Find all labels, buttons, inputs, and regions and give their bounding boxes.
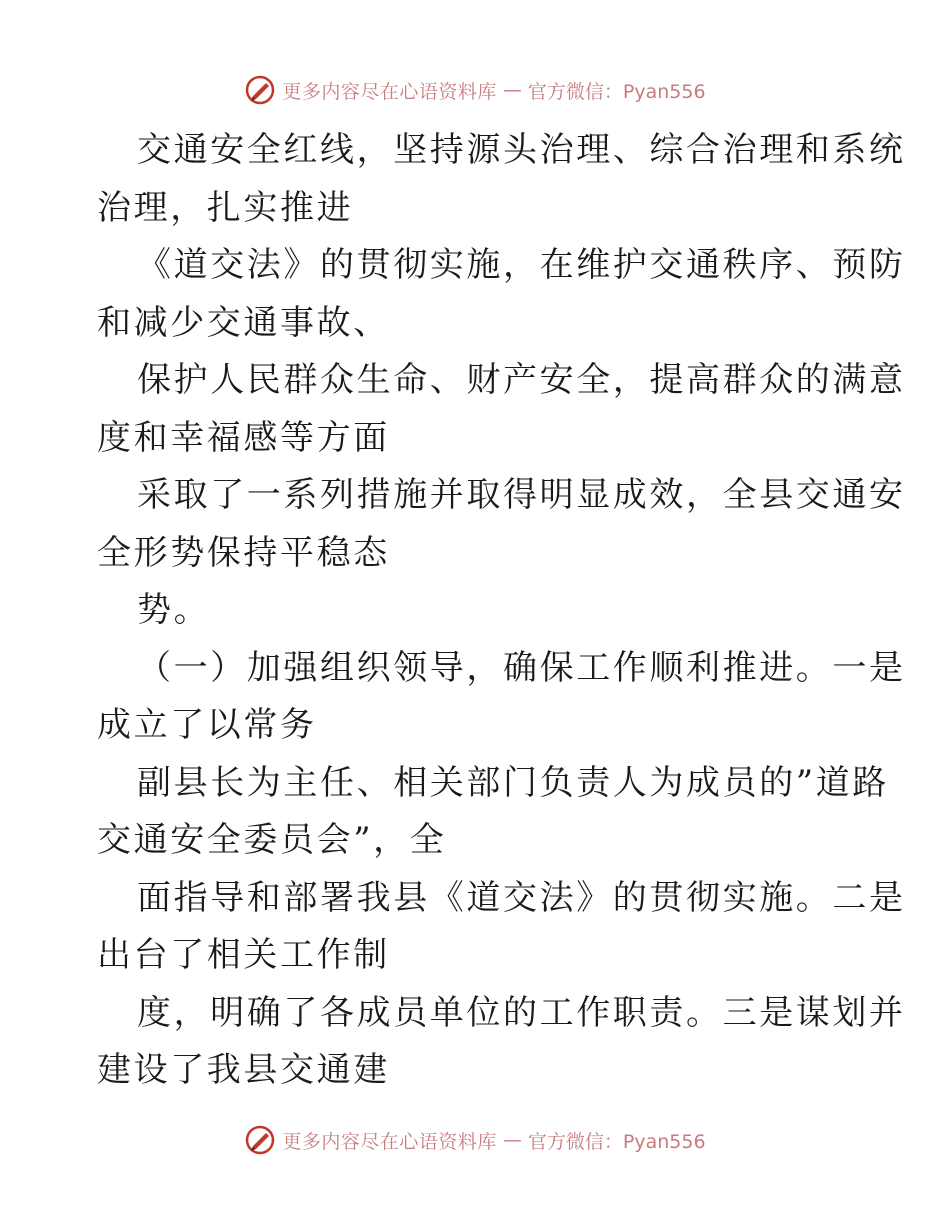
- text-line: （一）加强组织领导，确保工作顺利推进。一是: [137, 647, 906, 688]
- text-line: 《道交法》的贯彻实施，在维护交通秩序、预防: [137, 245, 906, 285]
- text-line: 交通安全红线，坚持源头治理、综合治理和系统: [137, 130, 906, 170]
- watermark-contact: 官方微信：Pyan556: [527, 1130, 706, 1153]
- text-line: 全形势保持平稳态: [97, 532, 390, 573]
- text-line: 保护人民群众生命、财产安全，提高群众的满意: [137, 360, 906, 400]
- text-line: 度，明确了各成员单位的工作职责。三是谋划并: [137, 992, 906, 1033]
- text-line: 出台了相关工作制: [97, 935, 390, 975]
- pen-logo-icon: [244, 1124, 276, 1156]
- watermark-contact: 官方微信：Pyan556: [527, 80, 706, 103]
- footer-watermark: [0, 1120, 950, 1160]
- text-line: 副县长为主任、相关部门负责人为成员的”道路: [137, 762, 889, 803]
- pen-logo-icon: [244, 74, 276, 106]
- text-line: 度和幸福感等方面: [97, 417, 390, 458]
- text-line: 和减少交通事故、: [97, 302, 390, 343]
- text-line: 面指导和部署我县《道交法》的贯彻实施。二是: [137, 877, 906, 918]
- document-body: [97, 122, 906, 1100]
- text-line: 建设了我县交通建: [97, 1050, 390, 1090]
- text-line: 势。: [137, 590, 211, 630]
- text-line: 采取了一系列措施并取得明显成效，全县交通安: [137, 475, 906, 515]
- watermark-text: 更多内容尽在心语资料库: [282, 1130, 497, 1153]
- text-line: 治理，扎实推进: [97, 187, 354, 228]
- watermark-dash: —: [502, 1129, 522, 1151]
- watermark-text: 更多内容尽在心语资料库: [282, 80, 497, 103]
- text-line: 交通安全委员会”，全: [97, 820, 447, 860]
- text-line: 成立了以常务: [97, 705, 317, 745]
- watermark-dash: —: [502, 79, 522, 101]
- header-watermark: [0, 70, 950, 110]
